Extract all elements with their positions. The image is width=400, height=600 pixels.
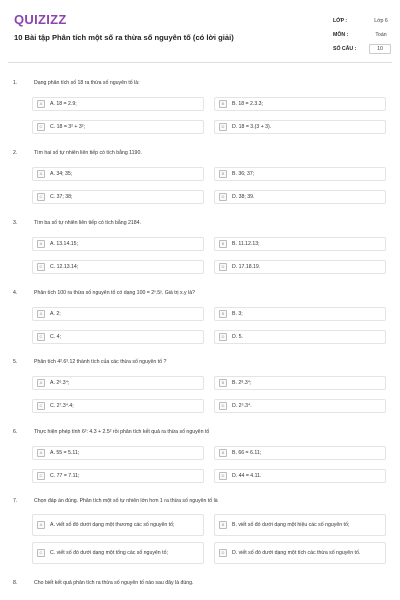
question-stem: Tìm hai số tự nhiên liên tiếp có tích bằng 1190. (34, 150, 142, 156)
option-text: C. 18 = 3² + 3²; (50, 123, 85, 130)
option-a[interactable] (32, 237, 204, 251)
option-letter: A (37, 100, 45, 108)
option-d[interactable] (214, 330, 386, 344)
option-d[interactable] (214, 190, 386, 204)
question-stem: Tìm ba số tự nhiên liên tiếp có tích bằng 2184. (34, 220, 141, 226)
option-d[interactable] (214, 399, 386, 413)
option-letter: D (219, 193, 227, 201)
option-b[interactable] (214, 97, 386, 111)
header-divider (8, 62, 392, 63)
question-number: 1. (13, 80, 18, 86)
option-text: C. 2⁷.3⁴.4; (50, 402, 74, 409)
option-letter: C (37, 402, 45, 410)
meta-value: 10 (369, 44, 391, 54)
meta-row-grade (333, 14, 391, 28)
question-stem: Cho biết kết quả phân tích ra thừa số nguyên tố nào sau đây là đúng. (34, 580, 194, 586)
option-b[interactable] (214, 167, 386, 181)
option-text: A. 2⁶.3⁴; (50, 379, 70, 386)
option-letter: A (37, 170, 45, 178)
question-number: 2. (13, 150, 18, 156)
option-c[interactable] (32, 190, 204, 204)
option-letter: A (37, 379, 45, 387)
option-c[interactable] (32, 260, 204, 274)
option-letter: D (219, 333, 227, 341)
meta-label: LỚP : (333, 18, 348, 24)
option-d[interactable] (214, 469, 386, 483)
option-text: C. viết số đó dưới dạng một tổng các số nguyên tố; (50, 549, 168, 556)
option-c[interactable] (32, 120, 204, 134)
option-letter: B (219, 379, 227, 387)
option-b[interactable] (214, 307, 386, 321)
option-text: C. 4; (50, 333, 61, 340)
option-letter: C (37, 123, 45, 131)
option-text: D. 17.18.19. (232, 263, 261, 270)
option-letter: B (219, 170, 227, 178)
option-text: B. 3; (232, 310, 243, 317)
option-c[interactable] (32, 399, 204, 413)
option-a[interactable] (32, 514, 204, 536)
option-c[interactable] (32, 330, 204, 344)
option-b[interactable] (214, 446, 386, 460)
question-stem: Phân tích 100 ra thừa số nguyên tố có dạng 100 = 2ˣ.5ʸ. Giá trị x.y là? (34, 290, 195, 296)
option-letter: D (219, 402, 227, 410)
option-d[interactable] (214, 542, 386, 564)
question-number: 6. (13, 429, 18, 435)
option-a[interactable] (32, 307, 204, 321)
option-letter: C (37, 472, 45, 480)
option-text: C. 37; 38; (50, 193, 73, 200)
option-c[interactable] (32, 469, 204, 483)
option-text: D. 5. (232, 333, 243, 340)
option-text: A. 2; (50, 310, 61, 317)
option-b[interactable] (214, 514, 386, 536)
question-number: 4. (13, 290, 18, 296)
option-text: A. 18 = 2.9; (50, 100, 77, 107)
option-text: D. 18 = 3.(3 + 3). (232, 123, 272, 130)
question-number: 7. (13, 498, 18, 504)
option-d[interactable] (214, 260, 386, 274)
meta-label: MÔN : (333, 32, 349, 38)
option-text: D. 44 = 4.11. (232, 472, 262, 479)
option-text: B. 36; 37; (232, 170, 255, 177)
option-d[interactable] (214, 120, 386, 134)
option-text: A. viết số đó dưới dạng một thương các số nguyên tố; (50, 521, 175, 528)
question-stem: Dạng phân tích số 18 ra thừa số nguyên tố là: (34, 80, 140, 86)
option-text: A. 55 = 5.11; (50, 449, 80, 456)
page-title: 10 Bài tập Phân tích một số ra thừa số nguyên tố (có lời giải) (14, 33, 234, 42)
option-text: B. 18 = 2.3.3; (232, 100, 264, 107)
option-letter: A (37, 449, 45, 457)
option-letter: C (37, 193, 45, 201)
option-text: B. viết số đó dưới dạng một hiệu các số nguyên tố; (232, 521, 350, 528)
question-number: 3. (13, 220, 18, 226)
option-letter: C (37, 549, 45, 557)
option-b[interactable] (214, 237, 386, 251)
option-text: A. 34; 35; (50, 170, 73, 177)
meta-row-count (333, 42, 391, 56)
question-number: 8. (13, 580, 18, 586)
option-text: C. 12.13.14; (50, 263, 79, 270)
option-letter: B (219, 449, 227, 457)
meta-value: Lớp 6 (374, 18, 388, 24)
question-stem: Phân tích 4².6³.12 thành tích của các thừa số nguyên tố ? (34, 359, 167, 365)
option-letter: A (37, 240, 45, 248)
meta-panel (333, 14, 391, 56)
option-letter: C (37, 263, 45, 271)
option-letter: D (219, 549, 227, 557)
option-c[interactable] (32, 542, 204, 564)
option-text: D. 38; 39. (232, 193, 255, 200)
option-letter: C (37, 333, 45, 341)
meta-label: SỐ CÂU : (333, 46, 357, 52)
option-text: B. 11.12.13; (232, 240, 260, 247)
option-text: C. 77 = 7.11; (50, 472, 80, 479)
question-stem: Chọn đáp án đúng. Phân tích một số tự nhiên lớn hơn 1 ra thừa số nguyên tố là (34, 498, 218, 504)
option-letter: D (219, 123, 227, 131)
option-b[interactable] (214, 376, 386, 390)
question-stem: Thực hiện phép tính 6²: 4.3 + 2.5² rồi phân tích kết quả ra thừa số nguyên tố (34, 429, 210, 435)
option-a[interactable] (32, 167, 204, 181)
option-letter: A (37, 310, 45, 318)
option-letter: B (219, 310, 227, 318)
option-letter: B (219, 100, 227, 108)
option-letter: B (219, 521, 227, 529)
option-text: D. viết số đó dưới dạng một tích các thừa số nguyên tố. (232, 549, 361, 556)
option-a[interactable] (32, 97, 204, 111)
option-a[interactable] (32, 376, 204, 390)
option-letter: A (37, 521, 45, 529)
option-text: D. 2⁵.3⁴. (232, 402, 252, 409)
option-a[interactable] (32, 446, 204, 460)
meta-row-subject (333, 28, 391, 42)
option-letter: D (219, 263, 227, 271)
meta-value: Toán (375, 32, 387, 38)
option-text: B. 66 = 6.11; (232, 449, 262, 456)
option-text: A. 13.14.15; (50, 240, 78, 247)
question-number: 5. (13, 359, 18, 365)
option-text: B. 2⁸.3⁴; (232, 379, 252, 386)
option-letter: D (219, 472, 227, 480)
option-letter: B (219, 240, 227, 248)
quizizz-logo: QUIZIZZ (14, 12, 67, 27)
